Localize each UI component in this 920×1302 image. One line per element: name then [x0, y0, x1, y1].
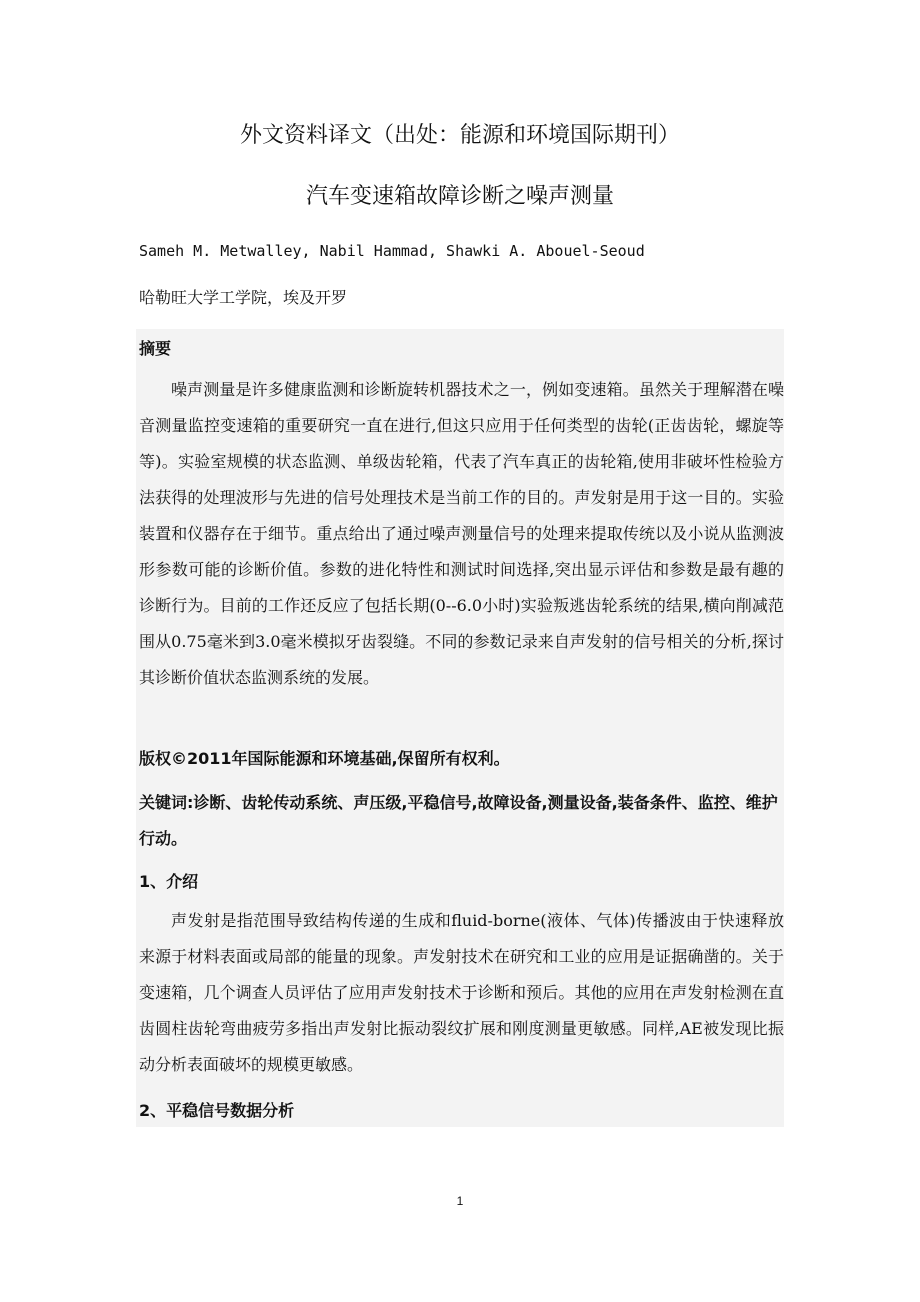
page-number: 1	[456, 1194, 464, 1208]
section2-heading: 2、平稳信号数据分析	[139, 1101, 295, 1120]
keywords-block	[139, 785, 784, 857]
section1-heading: 1、介绍	[139, 872, 199, 891]
section1-block	[139, 903, 784, 1083]
source-title: 外文资料译文（出处：能源和环境国际期刊）	[239, 123, 680, 148]
affiliation: 哈勒旺大学工学院，埃及开罗	[139, 288, 348, 307]
keywords-text: 关键词:诊断、齿轮传动系统、声压级,平稳信号,故障设备,测量设备,装备条件、监控、维护行动。	[139, 793, 778, 848]
abstract-text: 噪声测量是许多健康监测和诊断旋转机器技术之一，例如变速箱。虽然关于理解潜在噪音测量监控变速箱的重要研究一直在进行,但这只应用于任何类型的齿轮(正齿齿轮，螺旋等等)。实验室规模的状态监测、单级齿轮箱，代表了汽车真正的齿轮箱,使用非破坏性检验方法获得的处理波形与先进的信号处理技术是当前工作的目的。声发射是用于这一目的。实验装置和仪器存在于细节。重点给出了通过噪声测量信号的处理来提取传统以及小说从监测波形参数可能的诊断价值。参数的进化特性和测试时间选择,突出显示评估和参数是最有趣的诊断行为。目前的工作还反应了包括长期(0--6.0小时)实验叛逃齿轮系统的结果,横向削减范围从0.75毫米到3.0毫米模拟牙齿裂缝。不同的参数记录来自声发射的信号相关的分析,探讨其诊断价值状态监测系统的发展。	[139, 380, 784, 687]
copyright-block	[139, 741, 784, 777]
main-title: 汽车变速箱故障诊断之噪声测量	[305, 184, 614, 209]
section1-text: 声发射是指范围导致结构传递的生成和fluid-borne(液体、气体)传播波由于快速释放来源于材料表面或局部的能量的现象。声发射技术在研究和工业的应用是证据确凿的。关于变速箱，几个调查人员评估了应用声发射技术于诊断和预后。其他的应用在声发射检测在直齿圆柱齿轮弯曲疲劳多指出声发射比振动裂纹扩展和刚度测量更敏感。同样,AE被发现比振动分析表面破坏的规模更敏感。	[139, 911, 784, 1074]
abstract-heading: 摘要	[139, 339, 172, 358]
copyright-text: 版权©2011年国际能源和环境基础,保留所有权利。	[139, 749, 510, 768]
authors: Sameh M. Metwalley, Nabil Hammad, Shawki A. Abouel-Seoud	[139, 242, 645, 260]
abstract-block	[139, 372, 784, 696]
